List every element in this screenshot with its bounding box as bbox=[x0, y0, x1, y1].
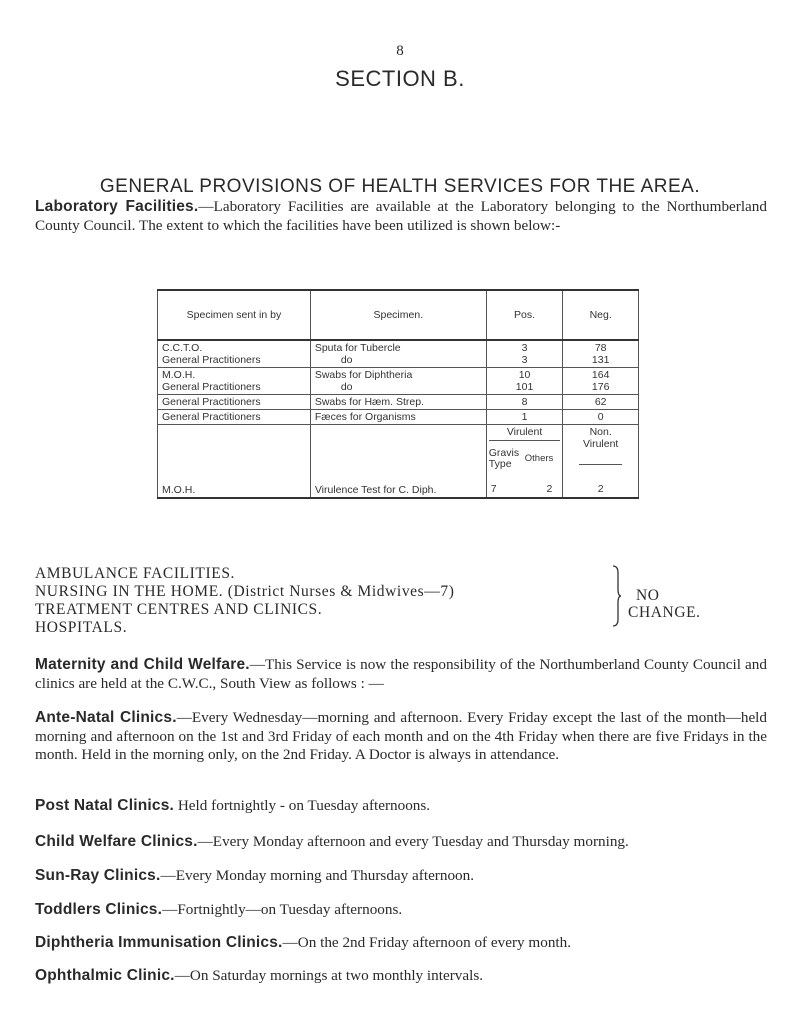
cell-value: 101 bbox=[515, 381, 534, 393]
header-specimen-sent-by: Specimen sent in by bbox=[158, 290, 311, 340]
header-specimen: Specimen. bbox=[310, 290, 486, 340]
table-row bbox=[158, 340, 639, 368]
table-row bbox=[158, 410, 639, 425]
cell-value: 164 bbox=[591, 369, 610, 381]
cell-text: M.O.H. bbox=[162, 369, 196, 381]
page-number: 8 bbox=[396, 43, 404, 59]
row-neg bbox=[563, 368, 639, 395]
row-specimen bbox=[310, 425, 486, 499]
cell-value: 176 bbox=[591, 381, 610, 393]
cell-text: M.O.H. bbox=[162, 484, 196, 496]
diphtheria-lead: Diphtheria Immunisation Clinics. bbox=[35, 934, 283, 951]
row-sent-by: General Practitioners bbox=[158, 410, 311, 425]
cell-value: 3 bbox=[521, 342, 528, 354]
nursing-in-the-home: NURSING IN THE HOME. (District Nurses & Midwives—7) bbox=[35, 583, 455, 600]
virulent-label: Virulent bbox=[489, 426, 561, 441]
toddlers-lead: Toddlers Clinics. bbox=[35, 901, 163, 918]
postnatal-paragraph bbox=[35, 797, 767, 816]
non-label: Non. bbox=[589, 426, 612, 438]
row-specimen: Swabs for Hæm. Strep. bbox=[310, 395, 486, 410]
sunray-lead: Sun-Ray Clinics. bbox=[35, 867, 161, 884]
laboratory-table bbox=[157, 289, 639, 499]
row-sent-by: General Practitioners bbox=[158, 395, 311, 410]
row-pos bbox=[486, 368, 563, 395]
row-specimen bbox=[310, 340, 486, 368]
row-specimen: Fæces for Organisms bbox=[310, 410, 486, 425]
cell-text: General Practitioners bbox=[162, 354, 261, 366]
non-virulent-label: Virulent bbox=[582, 438, 619, 450]
divider bbox=[579, 464, 622, 465]
sunray-text: —Every Monday morning and Thursday afternoon. bbox=[160, 867, 475, 884]
cell-value: 78 bbox=[594, 342, 607, 354]
status-no: NO bbox=[636, 587, 660, 604]
table-row bbox=[158, 368, 639, 395]
section-title: SECTION B. bbox=[335, 66, 465, 91]
ophthalmic-lead: Ophthalmic Clinic. bbox=[35, 967, 175, 984]
toddlers-text: —Fortnightly—on Tuesday afternoons. bbox=[162, 901, 403, 918]
ambulance-facilities: AMBULANCE FACILITIES. bbox=[35, 565, 236, 582]
row-sent-by bbox=[158, 425, 311, 499]
treatment-centres: TREATMENT CENTRES AND CLINICS. bbox=[35, 601, 323, 618]
non-virulent-cell bbox=[563, 425, 639, 499]
cell-text: do bbox=[340, 381, 353, 393]
row-sent-by bbox=[158, 368, 311, 395]
row-pos: 8 bbox=[486, 395, 563, 410]
non-virulent-value: 2 bbox=[597, 483, 604, 495]
diphtheria-text: —On the 2nd Friday afternoon of every month. bbox=[282, 934, 572, 951]
laboratory-lead: Laboratory Facilities. bbox=[35, 198, 199, 215]
row-specimen bbox=[310, 368, 486, 395]
cell-text: Sputa for Tubercle bbox=[314, 342, 401, 354]
row-neg: 0 bbox=[563, 410, 639, 425]
main-heading: GENERAL PROVISIONS OF HEALTH SERVICES FOR THE AREA. bbox=[99, 176, 701, 197]
row-pos bbox=[486, 340, 563, 368]
laboratory-paragraph bbox=[35, 198, 767, 235]
gravis-label: Gravis bbox=[488, 447, 520, 459]
table-row-virulence bbox=[158, 425, 639, 499]
hospitals: HOSPITALS. bbox=[35, 619, 128, 636]
cell-value: 3 bbox=[521, 354, 528, 366]
child-welfare-text: —Every Monday afternoon and every Tuesday and Thursday morning. bbox=[197, 833, 629, 850]
cell-value: 131 bbox=[591, 354, 610, 366]
gravis-type-label bbox=[489, 448, 519, 470]
cell-value: 10 bbox=[518, 369, 531, 381]
virulent-cell bbox=[486, 425, 563, 499]
row-sent-by bbox=[158, 340, 311, 368]
right-brace-icon bbox=[612, 565, 622, 627]
cell-text: C.C.T.O. bbox=[162, 342, 203, 354]
table-header-row bbox=[158, 290, 639, 340]
sunray-paragraph bbox=[35, 867, 767, 886]
gravis-value: 7 bbox=[490, 483, 497, 495]
row-neg bbox=[563, 340, 639, 368]
antenatal-text: —Every Wednesday—morning and afternoon. Every Friday except the last of the month—held morning and afternoon on the 1st and 3rd Friday of each month and on the 4th Friday when there are five Fridays in the month. Held in the morning only, on the 2nd Friday. A Doctor is always in attendance. bbox=[35, 709, 767, 763]
cell-text: Swabs for Diphtheria bbox=[314, 369, 413, 381]
row-neg: 62 bbox=[563, 395, 639, 410]
cell-text: Virulence Test for C. Diph. bbox=[314, 484, 437, 496]
table-row bbox=[158, 395, 639, 410]
cell-text: do bbox=[340, 354, 353, 366]
antenatal-paragraph bbox=[35, 709, 767, 765]
cell-text: General Practitioners bbox=[162, 381, 261, 393]
header-pos: Pos. bbox=[486, 290, 563, 340]
maternity-lead: Maternity and Child Welfare. bbox=[35, 656, 250, 673]
others-value: 2 bbox=[546, 483, 553, 495]
laboratory-text: —Laboratory Facilities are available at the Laboratory belonging to the Northumberland County Council. The extent to which the facilities have been utilized is shown below:- bbox=[35, 198, 767, 234]
ophthalmic-text: —On Saturday mornings at two monthly intervals. bbox=[174, 967, 484, 984]
diphtheria-paragraph bbox=[35, 934, 767, 953]
postnatal-lead: Post Natal Clinics. bbox=[35, 797, 175, 814]
type-label: Type bbox=[488, 458, 512, 470]
maternity-paragraph bbox=[35, 656, 767, 693]
child-welfare-paragraph bbox=[35, 833, 767, 852]
others-label: Others bbox=[524, 453, 554, 464]
ophthalmic-paragraph bbox=[35, 967, 767, 986]
antenatal-lead: Ante-Natal Clinics. bbox=[35, 709, 177, 726]
postnatal-text: Held fortnightly - on Tuesday afternoons. bbox=[174, 797, 431, 814]
child-welfare-lead: Child Welfare Clinics. bbox=[35, 833, 198, 850]
toddlers-paragraph bbox=[35, 901, 767, 920]
header-neg: Neg. bbox=[563, 290, 639, 340]
row-pos: 1 bbox=[486, 410, 563, 425]
maternity-text: —This Service is now the responsibility of the Northumberland County Council and clinics are held at the C.W.C., South View as follows : — bbox=[35, 656, 767, 692]
status-change: CHANGE. bbox=[628, 604, 701, 621]
